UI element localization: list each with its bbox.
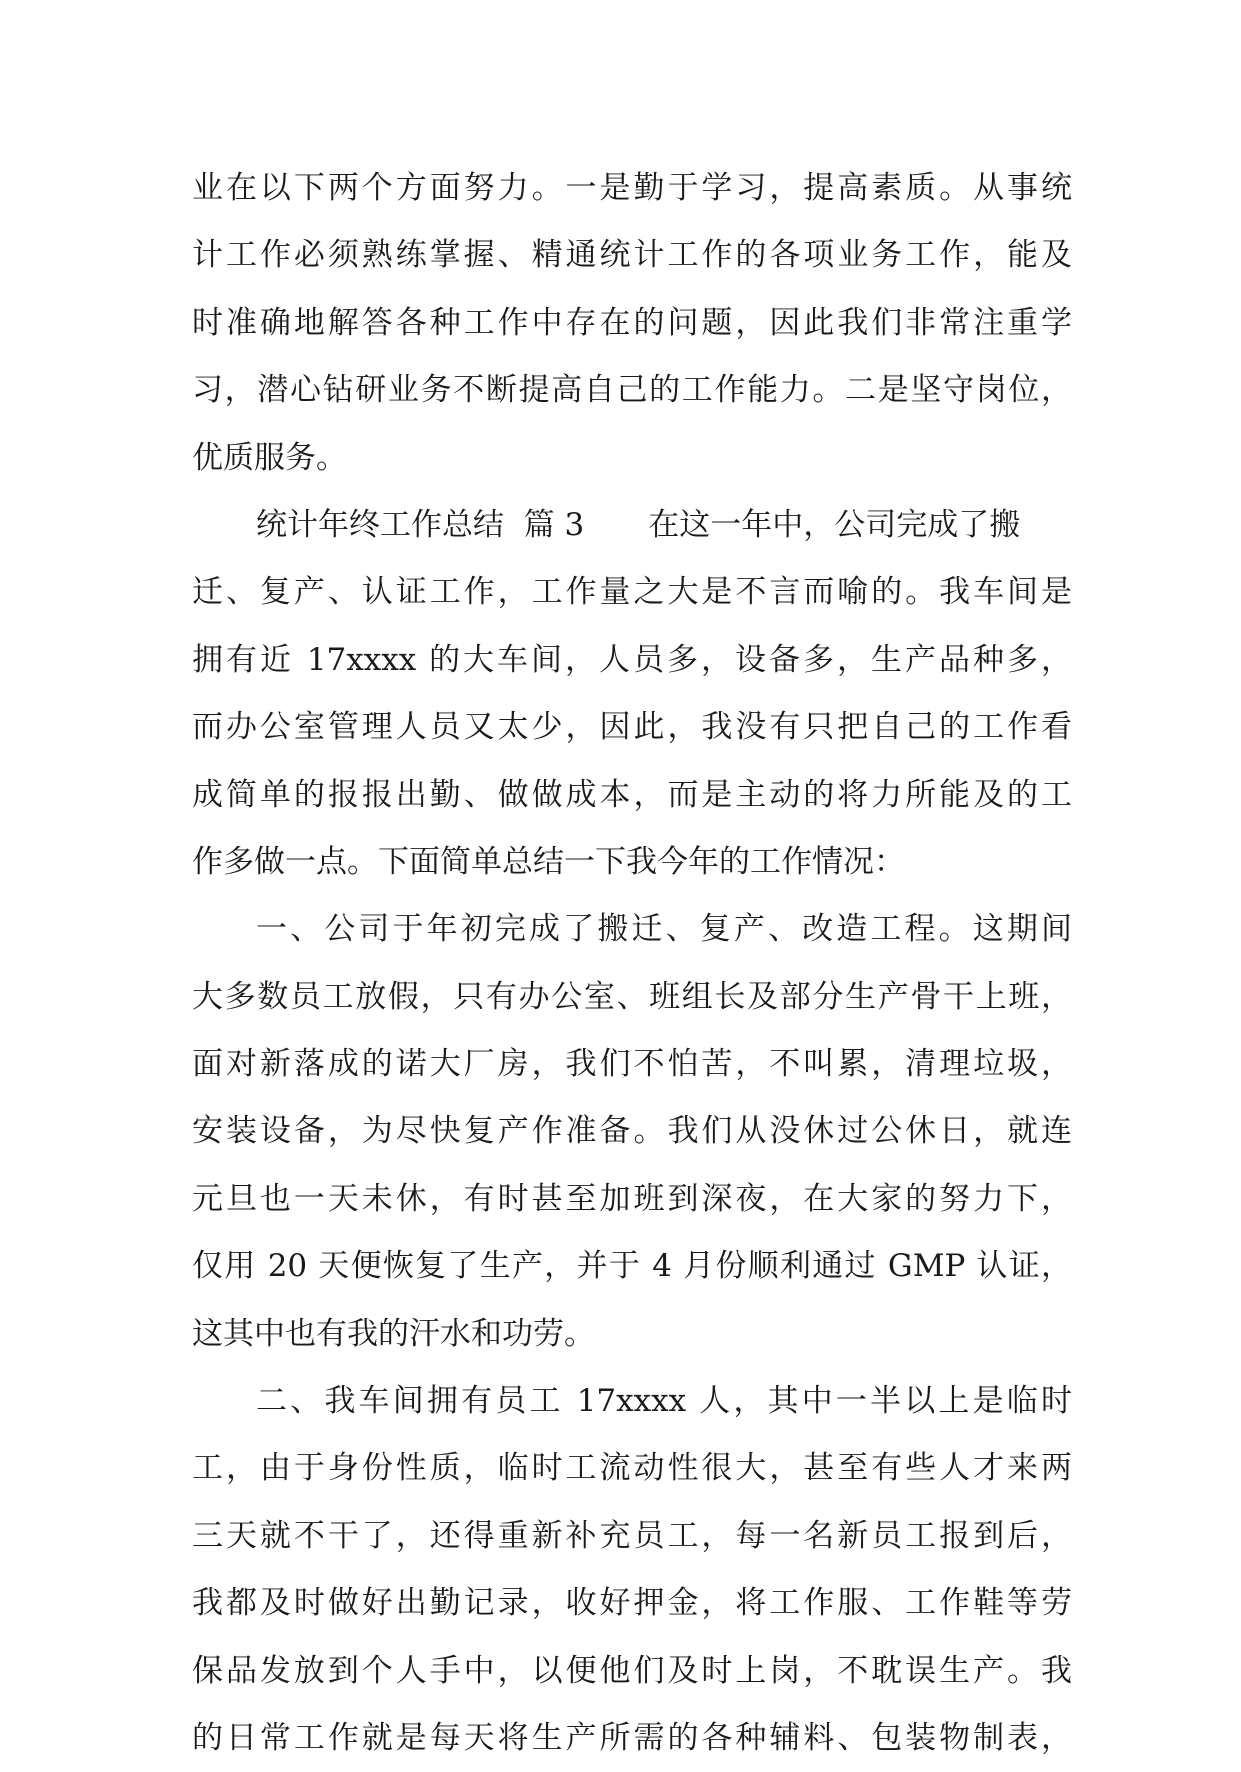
- text-line: 成简单的报报出勤、做做成本，而是主动的将力所能及的工: [192, 776, 1072, 813]
- text-line: 迁、复产、认证工作，工作量之大是不言而喻的。我车间是: [192, 574, 1072, 611]
- text-line: 保品发放到个人手中，以便他们及时上岗，不耽误生产。我: [192, 1652, 1072, 1689]
- text-line: 一、公司于年初完成了搬迁、复产、改造工程。这期间: [256, 911, 1072, 948]
- text-line: 优质服务。: [192, 439, 347, 476]
- text-line: 仅用 20 天便恢复了生产，并于 4 月份顺利通过 GMP 认证，: [192, 1248, 1072, 1285]
- text-line: 的日常工作就是每天将生产所需的各种辅料、包装物制表，: [192, 1719, 1072, 1756]
- text-line: 时准确地解答各种工作中存在的问题，因此我们非常注重学: [192, 304, 1072, 341]
- text-line: 计工作必须熟练掌握、精通统计工作的各项业务工作，能及: [192, 237, 1072, 274]
- text-line: [192, 492, 1072, 559]
- section-heading: 统计年终工作总结 篇 3: [256, 506, 585, 543]
- text-segment: 在这一年中，公司完成了搬: [648, 506, 1021, 543]
- text-line: 面对新落成的诺大厂房，我们不怕苦，不叫累，清理垃圾，: [192, 1046, 1072, 1083]
- text-line: 二、我车间拥有员工 17xxxx 人，其中一半以上是临时: [256, 1383, 1072, 1420]
- paragraph: [192, 1368, 1072, 1772]
- text-line: 习，潜心钻研业务不断提高自己的工作能力。二是坚守岗位，: [192, 372, 1072, 409]
- text-line: 这其中也有我的汗水和功劳。: [192, 1315, 595, 1352]
- text-line: 大多数员工放假，只有办公室、班组长及部分生产骨干上班，: [192, 978, 1072, 1015]
- paragraph: [192, 896, 1072, 1368]
- text-line: 元旦也一天未休，有时甚至加班到深夜，在大家的努力下，: [192, 1180, 1072, 1217]
- paragraph: [192, 492, 1072, 896]
- text-line: 业在以下两个方面努力。一是勤于学习，提高素质。从事统: [192, 170, 1072, 206]
- document-body: [192, 155, 1072, 1772]
- text-line: 拥有近 17xxxx 的大车间，人员多，设备多，生产品种多，: [192, 641, 1072, 678]
- text-line: 而办公室管理人员又太少，因此，我没有只把自己的工作看: [192, 709, 1072, 746]
- text-line: 工，由于身份性质，临时工流动性很大，甚至有些人才来两: [192, 1450, 1072, 1487]
- paragraph: [192, 155, 1072, 492]
- text-line: 三天就不干了，还得重新补充员工，每一名新员工报到后，: [192, 1517, 1072, 1554]
- text-line: 安装设备，为尽快复产作准备。我们从没休过公休日，就连: [192, 1113, 1072, 1150]
- text-line: 作多做一点。下面简单总结一下我今年的工作情况：: [192, 843, 905, 880]
- text-line: 我都及时做好出勤记录，收好押金，将工作服、工作鞋等劳: [192, 1585, 1072, 1622]
